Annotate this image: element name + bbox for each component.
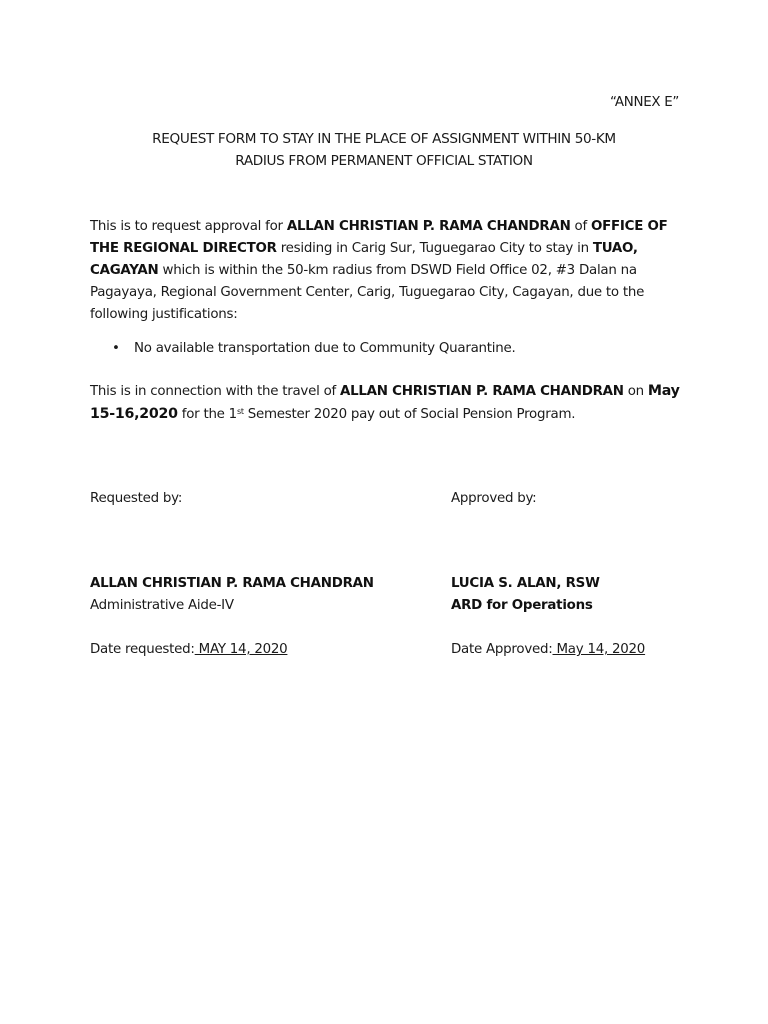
travel-employee-name: ALLAN CHRISTIAN P. RAMA CHANDRAN	[340, 384, 624, 399]
form-title-line-2: RADIUS FROM PERMANENT OFFICIAL STATION	[235, 153, 533, 169]
requester-position: Administrative Aide-IV	[90, 598, 234, 613]
date-approved-label: Date Approved:	[451, 642, 553, 657]
date-requested	[90, 639, 287, 661]
travel-dates: May 15-16,2020	[90, 383, 680, 422]
employee-name: ALLAN CHRISTIAN P. RAMA CHANDRAN	[286, 219, 571, 234]
approver-name	[451, 573, 600, 595]
date-approved-value: May 14, 2020	[552, 642, 646, 657]
requester-name-text: ALLAN CHRISTIAN P. RAMA CHANDRAN	[90, 576, 374, 591]
assignment-place: TUAO, CAGAYAN	[90, 241, 638, 278]
travel-text-2: on	[623, 384, 648, 399]
office-name: OFFICE OF THE REGIONAL DIRECTOR	[90, 219, 668, 256]
form-title-line-1: REQUEST FORM TO STAY IN THE PLACE OF ASSIGNMENT WITHIN 50-KM	[152, 131, 616, 147]
date-requested-label: Date requested:	[90, 642, 195, 657]
justification-item: • No available transportation due to Community Quarantine.	[110, 338, 515, 360]
travel-text-4: Semester 2020 pay out of Social Pension Program.	[243, 407, 576, 422]
request-text-2: of	[570, 219, 591, 234]
request-paragraph	[90, 216, 690, 326]
approver-name-text: LUCIA S. ALAN, RSW	[451, 576, 600, 591]
approver-position-text: ARD for Operations	[451, 598, 593, 613]
request-text-1: This is to request approval for	[90, 219, 287, 234]
request-text-3: residing in Carig Sur, Tuguegarao City to stay in	[276, 241, 593, 256]
date-requested-value: MAY 14, 2020	[194, 642, 288, 657]
justification-list	[110, 338, 515, 360]
requested-by-label: Requested by:	[90, 491, 183, 506]
approver-position	[451, 595, 593, 617]
requester-name	[90, 573, 374, 595]
ordinal-suffix: st	[236, 407, 244, 416]
travel-text-3: for the 1	[177, 407, 237, 422]
request-text-4: which is within the 50-km radius from DSWD Field Office 02, #3 Dalan na Pagayaya, Regional Government Center, Carig, Tuguegarao City, Cagayan, due to the following justifications:	[90, 263, 645, 322]
date-approved	[451, 639, 645, 661]
form-title	[60, 128, 708, 172]
travel-text-1: This is in connection with the travel of	[90, 384, 340, 399]
travel-paragraph	[90, 380, 690, 426]
annex-label: “ANNEX E”	[610, 95, 679, 110]
approved-by-label: Approved by:	[451, 491, 537, 506]
